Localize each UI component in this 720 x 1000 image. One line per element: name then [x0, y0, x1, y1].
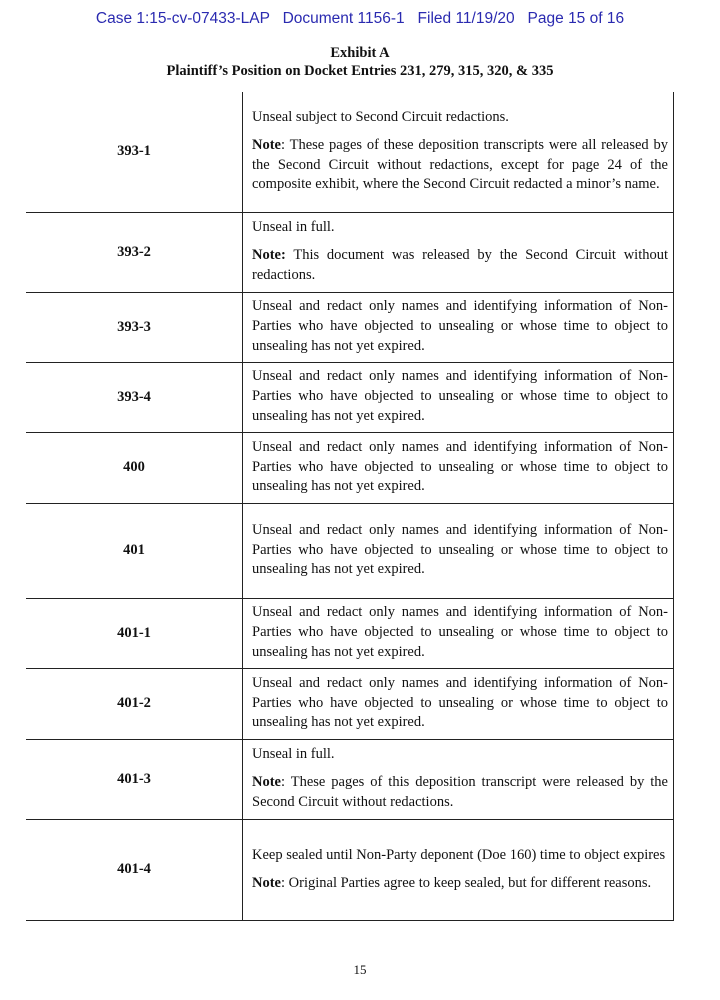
position-text: Unseal and redact only names and identifying information of Non-Parties who have objected to unsealing or whose time to object to unsealing has not yet expired. [252, 438, 668, 495]
docket-entry-number: 400 [26, 432, 243, 503]
table-row [26, 819, 674, 920]
position-cell [243, 292, 674, 362]
position-text: Unseal in full. [252, 219, 335, 236]
position-note [252, 773, 668, 812]
table-row [26, 92, 674, 212]
position-cell [243, 362, 674, 432]
exhibit-title: Exhibit A [330, 45, 390, 61]
table-row [26, 668, 674, 739]
docket-entries-table [26, 92, 674, 921]
docket-entry-number: 393-3 [26, 292, 243, 362]
position-cell [243, 212, 674, 292]
position-text: Unseal subject to Second Circuit redactions. [252, 109, 509, 126]
position-text: Unseal and redact only names and identifying information of Non-Parties who have objected to unsealing or whose time to object to unsealing has not yet expired. [252, 674, 668, 731]
docket-entry-number: 401-2 [26, 668, 243, 739]
position-text: Keep sealed until Non-Party deponent (Doe 160) time to object expires [252, 846, 666, 863]
position-text: Unseal in full. [252, 746, 335, 763]
document-heading [0, 44, 720, 80]
table-row [26, 739, 674, 819]
position-cell [243, 503, 674, 598]
position-cell [243, 739, 674, 819]
position-cell [243, 668, 674, 739]
table-row [26, 212, 674, 292]
position-cell [243, 432, 674, 503]
docket-entry-number: 401-3 [26, 739, 243, 819]
position-note [252, 246, 668, 285]
docket-entry-number: 401-4 [26, 819, 243, 920]
note-label: Note [252, 774, 281, 791]
docket-entry-number: 393-2 [26, 212, 243, 292]
position-cell [243, 819, 674, 920]
docket-entry-number: 393-4 [26, 362, 243, 432]
table-row [26, 292, 674, 362]
position-cell [243, 92, 674, 212]
table-row [26, 598, 674, 668]
table-row [26, 432, 674, 503]
note-text: : These pages of this deposition transcript were released by the Second Circuit without redactions. [252, 774, 668, 810]
position-text: Unseal and redact only names and identifying information of Non-Parties who have objected to unsealing or whose time to object to unsealing has not yet expired. [252, 368, 668, 424]
position-note [252, 136, 668, 195]
position-text: Unseal and redact only names and identifying information of Non-Parties who have objected to unsealing or whose time to object to unsealing has not yet expired. [252, 604, 668, 660]
position-text: Unseal and redact only names and identifying information of Non-Parties who have objected to unsealing or whose time to object to unsealing has not yet expired. [252, 521, 668, 578]
note-label: Note [252, 137, 281, 154]
position-note [252, 874, 668, 894]
note-text: : These pages of these deposition transcripts were all released by the Second Circuit without redactions, except for page 24 of the composite exhibit, where the Second Circuit redacted a minor’s name. [252, 137, 668, 193]
docket-entry-number: 393-1 [26, 92, 243, 212]
court-filing-stamp: Case 1:15-cv-07433-LAP Document 1156-1 Filed 11/19/20 Page 15 of 16 [95, 10, 625, 27]
table-row [26, 503, 674, 598]
exhibit-subtitle: Plaintiff’s Position on Docket Entries 231, 279, 315, 320, & 335 [166, 63, 554, 79]
position-cell [243, 598, 674, 668]
position-text: Unseal and redact only names and identifying information of Non-Parties who have objected to unsealing or whose time to object to unsealing has not yet expired. [252, 298, 668, 354]
docket-entry-number: 401-1 [26, 598, 243, 668]
page-number: 15 [353, 962, 367, 977]
note-label: Note [252, 874, 281, 891]
note-label: Note: [252, 247, 286, 264]
table-row [26, 362, 674, 432]
docket-entry-number: 401 [26, 503, 243, 598]
note-text: : Original Parties agree to keep sealed, but for different reasons. [281, 874, 652, 891]
note-text: This document was released by the Second Circuit without redactions. [252, 247, 668, 283]
